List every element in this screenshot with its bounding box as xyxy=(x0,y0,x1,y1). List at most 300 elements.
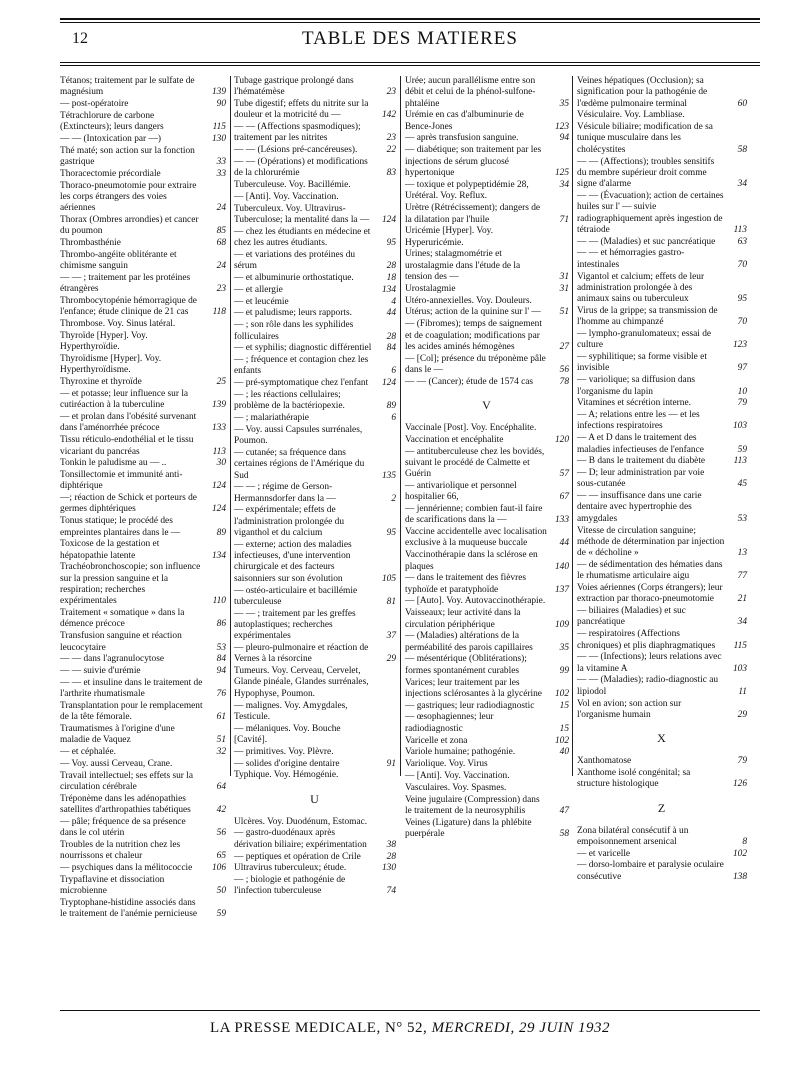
entry-page-number: 34 xyxy=(737,179,747,190)
entry-page-number: 42 xyxy=(216,805,226,816)
entry-text: — gastriques; leur radiodiagnostic xyxy=(405,700,535,711)
entry-text: — et paludisme; leurs rapports. xyxy=(234,308,352,319)
index-entry xyxy=(577,860,747,883)
index-entry xyxy=(60,215,226,238)
index-entry xyxy=(234,643,396,666)
index-entry xyxy=(577,675,747,698)
index-entry xyxy=(60,539,226,562)
index-entry xyxy=(60,654,226,665)
index-entry xyxy=(577,768,747,791)
entry-text: — post-opératoire xyxy=(60,99,129,110)
entry-page-number: 51 xyxy=(216,735,226,746)
index-entry xyxy=(60,99,226,110)
index-entry xyxy=(405,771,569,782)
entry-text: — (Maladies) altérations de la perméabilité des parois capillaires xyxy=(405,631,533,653)
entry-text: — et albuminurie orthostatique. xyxy=(234,273,354,284)
index-entry xyxy=(60,238,226,249)
entry-text: — pré-symptomatique chez l'enfant xyxy=(234,378,369,389)
entry-page-number: 113 xyxy=(733,224,747,235)
entry-text: Typhique. Voy. Hémogénie. xyxy=(234,770,339,781)
entry-page-number: 59 xyxy=(216,909,226,920)
index-entry xyxy=(577,375,747,398)
section-letter: V xyxy=(482,398,492,413)
entry-page-number: 8 xyxy=(742,836,747,847)
index-entry xyxy=(405,191,569,202)
index-entry xyxy=(405,180,569,191)
entry-text: — peptiques et opération de Crile xyxy=(234,851,361,862)
entry-page-number: 6 xyxy=(391,413,396,424)
entry-page-number: 23 xyxy=(216,284,226,295)
index-entry xyxy=(405,377,569,388)
entry-text: — [Auto]. Voy. Autovaccinothérapie. xyxy=(405,596,546,607)
index-entry xyxy=(60,701,226,724)
entry-text: Vaisseaux; leur activité dans la circulation périphérique xyxy=(405,608,521,630)
index-entry xyxy=(234,204,396,227)
entry-text: — antituberculeuse chez les bovidés, suivant le procédé de Calmette et Guérin xyxy=(405,446,545,480)
entry-text: — — ; traitement par les greffes autoplastiques; recherches expérimentales xyxy=(234,608,356,642)
entry-text: — dans le traitement des fièvres typhoïde et paratyphoïde xyxy=(405,573,527,595)
index-column-4 xyxy=(577,76,747,882)
entry-text: — diabétique; son traitement par les injections de sérum glucosé hypertonique xyxy=(405,145,542,178)
entry-page-number: 47 xyxy=(559,805,569,816)
entry-text: — malignes. Voy. Amygdales, Testicule. xyxy=(234,700,348,722)
index-entry xyxy=(405,759,569,770)
index-entry xyxy=(234,76,396,99)
entry-page-number: 56 xyxy=(216,828,226,839)
entry-page-number: 140 xyxy=(554,561,569,572)
entry-text: — et varicelle xyxy=(577,848,631,859)
entry-page-number: 84 xyxy=(386,343,396,354)
index-entry xyxy=(60,840,226,863)
entry-page-number: 78 xyxy=(559,376,569,387)
entry-text: Tissu réticulo-endothélial et le tissu vicariant du pancréas xyxy=(60,435,194,457)
entry-text: — psychiques dans la mélitococcie xyxy=(60,863,193,874)
entry-text: Vitesse de circulation sanguine; méthode de détermination par injection de « décholine » xyxy=(577,525,725,559)
entry-page-number: 99 xyxy=(559,665,569,676)
entry-text: Vaccinale [Post]. Voy. Encéphalite. xyxy=(405,423,537,434)
index-entry xyxy=(234,482,396,505)
header-rule xyxy=(60,62,760,63)
index-entry xyxy=(405,133,569,144)
index-entry xyxy=(234,724,396,747)
entry-text: Thyroxine et thyroïde xyxy=(60,377,142,388)
index-entry xyxy=(234,192,396,203)
index-entry xyxy=(405,654,569,677)
entry-page-number: 115 xyxy=(733,640,747,651)
entry-text: Thrombose. Voy. Sinus latéral. xyxy=(60,319,176,330)
footer-issue: N° 52, xyxy=(384,1020,428,1036)
entry-text: Vitamines et sécrétion interne. xyxy=(577,398,691,409)
entry-page-number: 133 xyxy=(554,515,569,526)
index-entry xyxy=(577,491,747,525)
index-entry xyxy=(234,157,396,180)
entry-text: Variole humaine; pathogénie. xyxy=(405,747,516,758)
entry-page-number: 113 xyxy=(212,446,226,457)
entry-page-number: 29 xyxy=(737,709,747,720)
index-entry xyxy=(234,390,396,413)
entry-page-number: 65 xyxy=(216,851,226,862)
index-entry xyxy=(60,412,226,435)
entry-text: — — ; traitement par les protéines étrangères xyxy=(60,273,191,295)
index-entry xyxy=(60,794,226,817)
index-entry xyxy=(60,169,226,180)
entry-page-number: 57 xyxy=(559,469,569,480)
entry-text: — [Anti]. Voy. Vaccination. xyxy=(234,191,339,202)
entry-text: Thyroïde [Hyper]. Voy. Hyperthyroïdie. xyxy=(60,331,148,353)
column-divider xyxy=(400,76,401,776)
entry-page-number: 58 xyxy=(737,144,747,155)
entry-page-number: 70 xyxy=(737,259,747,270)
entry-text: Trypaflavine et dissociation microbienne xyxy=(60,874,165,897)
index-entry xyxy=(234,425,396,448)
entry-text: Tuberculeuse. Voy. Bacillémie. xyxy=(234,180,351,191)
index-entry xyxy=(577,398,747,409)
index-entry xyxy=(577,329,747,352)
entry-page-number: 70 xyxy=(737,317,747,328)
index-entry xyxy=(60,134,226,145)
entry-text: Thrombocytopénie hémorragique de l'enfance; étude clinique de 21 cas xyxy=(60,296,197,318)
entry-text: — gastro-duodénaux après dérivation biliaire; expérimentation xyxy=(234,828,367,850)
entry-page-number: 38 xyxy=(386,839,396,850)
entry-text: — toxique et polypeptidémie 28, xyxy=(405,179,529,190)
entry-page-number: 95 xyxy=(737,294,747,305)
entry-page-number: 23 xyxy=(386,133,396,144)
index-entry xyxy=(405,354,569,377)
index-entry xyxy=(577,826,747,849)
index-entry xyxy=(405,701,569,712)
index-entry xyxy=(234,122,396,145)
section-letter: U xyxy=(310,791,320,806)
entry-text: Transplantation pour le remplacement de la tête fémorale. xyxy=(60,701,203,723)
entry-text: Virus de la grippe; sa transmission de l'homme au chimpanzé xyxy=(577,305,718,328)
index-column-3 xyxy=(405,76,569,839)
entry-page-number: 76 xyxy=(216,689,226,700)
entry-text: Varices; leur traitement par les injections sclérosantes à la glycérine xyxy=(405,677,542,699)
entry-text: — dorso-lombaire et paralysie oculaire consécutive xyxy=(577,860,724,882)
index-entry xyxy=(577,306,747,329)
entry-page-number: 29 xyxy=(386,654,396,665)
entry-text: — ostéo-articulaire et bacillémie tuberculeuse xyxy=(234,585,358,607)
footer-journal: LA PRESSE MEDICALE, xyxy=(209,1020,381,1036)
index-entry xyxy=(405,795,569,818)
entry-text: — respiratoires (Affections chroniques) et plis diaphragmatiques xyxy=(577,629,716,651)
entry-text: Tonsillectomie et immunité anti-diphtérique xyxy=(60,470,183,492)
entry-text: Veine jugulaire (Compression) dans le traitement de la neurosyphilis xyxy=(405,794,540,816)
entry-text: Varicelle et zona xyxy=(405,735,468,746)
entry-page-number: 53 xyxy=(216,642,226,653)
entry-page-number: 31 xyxy=(559,272,569,283)
index-entry xyxy=(234,770,396,781)
index-entry xyxy=(60,747,226,758)
entry-page-number: 115 xyxy=(212,122,226,133)
index-entry xyxy=(60,296,226,319)
entry-text: Uricémie [Hyper]. Voy. Hyperuricémie. xyxy=(405,226,494,248)
index-entry xyxy=(405,527,569,550)
index-entry xyxy=(60,759,226,770)
entry-page-number: 30 xyxy=(216,458,226,469)
entry-text: — expérimentale; effets de l'administration prolongée du viganthol et du calcium xyxy=(234,505,345,539)
index-entry xyxy=(405,736,569,747)
index-entry xyxy=(60,458,226,469)
entry-page-number: 139 xyxy=(211,87,226,98)
entry-page-number: 133 xyxy=(211,423,226,434)
entry-text: Voies aériennes (Corps étrangers); leur extraction par thoraco-pneumotomie xyxy=(577,583,723,605)
entry-page-number: 63 xyxy=(737,236,747,247)
entry-text: Ultravirus tuberculeux; étude. xyxy=(234,863,347,874)
index-entry xyxy=(234,747,396,758)
entry-text: Vésiculaire. Voy. Lambliase. xyxy=(577,110,685,121)
index-entry xyxy=(60,389,226,412)
entry-text: — — ; régime de Gerson-Hermannsdorfer dans la — xyxy=(234,482,336,504)
index-entry xyxy=(405,296,569,307)
entry-page-number: 97 xyxy=(737,363,747,374)
entry-page-number: 94 xyxy=(559,133,569,144)
index-entry xyxy=(577,191,747,236)
entry-page-number: 139 xyxy=(211,400,226,411)
entry-text: Toxicose de la gestation et hépatopathie latente xyxy=(60,539,160,561)
entry-text: — variolique; sa diffusion dans l'organisme du lapin xyxy=(577,375,696,397)
index-entry xyxy=(577,433,747,456)
index-entry xyxy=(405,783,569,794)
entry-text: — externe; action des maladies infectieuses, d'une intervention chirurgicale et des facteurs saisonniers sur son évolution xyxy=(234,539,352,584)
entry-page-number: 59 xyxy=(737,444,747,455)
entry-text: — Voy. aussi Cerveau, Crane. xyxy=(60,759,173,770)
entry-page-number: 24 xyxy=(216,203,226,214)
entry-page-number: 124 xyxy=(211,481,226,492)
index-entry xyxy=(405,504,569,527)
index-entry xyxy=(577,583,747,606)
entry-text: — et prolan dans l'obésité survenant dans l'aménorrhée précoce xyxy=(60,412,197,434)
entry-text: — — suivie d'urémie xyxy=(60,666,141,677)
entry-text: — jennérienne; combien faut-il faire de scarifications dans la — xyxy=(405,504,543,526)
entry-page-number: 95 xyxy=(386,528,396,539)
index-entry xyxy=(60,678,226,701)
entry-page-number: 22 xyxy=(386,145,396,156)
entry-text: Zona bilatéral consécutif à un empoisonnement arsenical xyxy=(577,825,689,847)
index-entry xyxy=(234,540,396,585)
page-header xyxy=(60,26,760,50)
entry-page-number: 90 xyxy=(216,99,226,110)
entry-page-number: 109 xyxy=(554,619,569,630)
entry-page-number: 18 xyxy=(386,273,396,284)
index-entry xyxy=(577,410,747,433)
entry-page-number: 44 xyxy=(559,538,569,549)
entry-page-number: 85 xyxy=(216,226,226,237)
index-entry xyxy=(234,320,396,343)
entry-text: — après transfusion sanguine. xyxy=(405,133,519,144)
entry-page-number: 50 xyxy=(216,886,226,897)
entry-text: Thoraco-pneumotomie pour extraire les corps étrangers des voies aériennes xyxy=(60,180,197,214)
entry-page-number: 23 xyxy=(386,87,396,98)
index-entry xyxy=(60,76,226,99)
index-entry xyxy=(405,596,569,607)
entry-page-number: 28 xyxy=(386,261,396,272)
entry-text: — pleuro-pulmonaire et réaction de Vernes à la résorcine xyxy=(234,643,369,665)
entry-page-number: 86 xyxy=(216,619,226,630)
index-entry xyxy=(60,181,226,215)
entry-text: — (Fibromes); temps de saignement et de coagulation; modifications par les acides aminés hémogènes xyxy=(405,319,542,352)
entry-text: Tréponème dans les adénopathies satellites d'arthropathies tabétiques xyxy=(60,793,191,816)
entry-text: — et allergie xyxy=(234,284,283,295)
index-entry xyxy=(234,355,396,378)
index-entry xyxy=(234,505,396,539)
index-entry xyxy=(60,608,226,631)
entry-page-number: 105 xyxy=(381,573,396,584)
index-entry xyxy=(234,852,396,863)
index-entry xyxy=(234,343,396,354)
entry-page-number: 102 xyxy=(732,848,747,859)
index-entry xyxy=(405,423,569,434)
top-double-rule xyxy=(60,18,760,20)
entry-text: — B dans le traitement du diabète xyxy=(577,456,706,467)
entry-text: — — insuffisance dans une carie dentaire avec hypertrophie des amygdales xyxy=(577,491,702,524)
entry-text: — de sédimentation des hématies dans le rhumatisme articulaire aigu xyxy=(577,559,723,582)
index-entry xyxy=(405,447,569,481)
index-entry xyxy=(405,284,569,295)
entry-page-number: 103 xyxy=(732,663,747,674)
entry-page-number: 135 xyxy=(381,470,396,481)
index-entry xyxy=(60,817,226,840)
index-entry xyxy=(60,493,226,516)
entry-page-number: 15 xyxy=(559,723,569,734)
entry-text: Transfusion sanguine et réaction leucocytaire xyxy=(60,631,182,653)
entry-page-number: 134 xyxy=(211,550,226,561)
entry-page-number: 89 xyxy=(386,401,396,412)
entry-text: — et céphalée. xyxy=(60,747,116,758)
entry-page-number: 35 xyxy=(559,642,569,653)
index-entry xyxy=(60,898,226,921)
entry-text: Tonus statique; le procédé des empreintes plantaires dans le — xyxy=(60,516,181,538)
entry-page-number: 89 xyxy=(216,527,226,538)
entry-text: — — (Maladies); radio-diagnostic au lipiodol xyxy=(577,675,719,697)
entry-page-number: 15 xyxy=(559,700,569,711)
entry-page-number: 137 xyxy=(554,584,569,595)
entry-text: Vaccine accidentelle avec localisation exclusive à la muqueuse buccale xyxy=(405,527,547,549)
index-entry xyxy=(234,378,396,389)
entry-text: — — (Infections); leurs relations avec la vitamine A xyxy=(577,652,722,674)
entry-page-number: 6 xyxy=(391,366,396,377)
entry-text: — lympho-granulomateux; essai de culture xyxy=(577,329,712,351)
entry-page-number: 125 xyxy=(554,167,569,178)
index-entry xyxy=(405,145,569,179)
index-entry xyxy=(577,468,747,491)
entry-page-number: 83 xyxy=(386,168,396,179)
entry-text: — mésentérique (Oblitérations); formes spontanément curables xyxy=(405,654,527,676)
entry-text: — — (Évacuation); action de certaines huiles sur l' — suivie radiographiquement après ingestion de tétraiode xyxy=(577,190,724,235)
entry-text: Thé maté; son action sur la fonction gastrique xyxy=(60,145,195,168)
top-double-rule-thin xyxy=(60,22,760,23)
entry-text: Urètre (Rétrécissement); dangers de la dilatation par l'huile xyxy=(405,203,541,225)
entry-page-number: 130 xyxy=(381,863,396,874)
index-entry xyxy=(60,319,226,330)
entry-text: — et leucémie xyxy=(234,296,289,307)
index-entry xyxy=(60,516,226,539)
index-entry xyxy=(234,308,396,319)
entry-page-number: 94 xyxy=(216,666,226,677)
entry-text: — mélaniques. Voy. Bouche [Cavité]. xyxy=(234,723,341,745)
entry-page-number: 40 xyxy=(559,747,569,758)
index-entry xyxy=(60,354,226,377)
entry-text: — ; les réactions cellulaires; problème de la bactériopexie. xyxy=(234,390,345,412)
page-footer xyxy=(60,1020,760,1037)
index-entry xyxy=(60,111,226,134)
entry-page-number: 106 xyxy=(211,863,226,874)
entry-text: — — dans l'agranulocytose xyxy=(60,654,165,665)
entry-page-number: 95 xyxy=(386,238,396,249)
index-entry xyxy=(60,250,226,273)
entry-page-number: 37 xyxy=(386,631,396,642)
entry-page-number: 124 xyxy=(381,378,396,389)
entry-text: Urétéral. Voy. Reflux. xyxy=(405,191,488,202)
index-entry xyxy=(577,237,747,248)
index-entry xyxy=(577,76,747,110)
entry-text: — et potasse; leur influence sur la cutiréaction à la tuberculine xyxy=(60,389,189,411)
index-entry xyxy=(577,248,747,271)
entry-page-number: 21 xyxy=(737,594,747,605)
index-entry xyxy=(234,227,396,250)
entry-text: — [Anti]. Voy. Vaccination. xyxy=(405,770,510,781)
entry-page-number: 35 xyxy=(559,98,569,109)
entry-text: Ulcères. Voy. Duodénum, Estomac. xyxy=(234,816,368,827)
entry-text: Vol en avion; son action sur l'organisme humain xyxy=(577,698,682,720)
entry-text: Traitement « somatique » dans la démence précoce xyxy=(60,608,185,630)
entry-text: Veines (Ligature) dans la phlébite puerpérale xyxy=(405,817,532,839)
entry-page-number: 91 xyxy=(386,758,396,769)
index-entry xyxy=(60,724,226,747)
entry-page-number: 31 xyxy=(559,283,569,294)
index-entry xyxy=(234,413,396,424)
entry-page-number: 118 xyxy=(212,307,226,318)
entry-text: — antivariolique et personnel hospitalier 66, xyxy=(405,481,517,503)
index-entry xyxy=(405,203,569,226)
column-divider xyxy=(572,76,573,776)
entry-page-number: 33 xyxy=(216,168,226,179)
entry-text: — — (Opérations) et modifications de la chlorurémie xyxy=(234,157,368,179)
index-entry xyxy=(234,863,396,874)
entry-text: — — (Cancer); étude de 1574 cas xyxy=(405,376,534,387)
index-entry xyxy=(405,573,569,596)
index-entry xyxy=(405,110,569,133)
entry-text: — Voy. aussi Capsules surrénales, Poumon. xyxy=(234,424,363,447)
entry-text: Veines hépatiques (Occlusion); sa signification pour la pathogénie de l'œdème pulmonaire terminal xyxy=(577,76,708,109)
entry-page-number: 25 xyxy=(216,377,226,388)
entry-page-number: 74 xyxy=(386,886,396,897)
entry-text: — solides d'origine dentaire xyxy=(234,758,340,769)
entry-text: — primitives. Voy. Plèvre. xyxy=(234,746,334,757)
entry-page-number: 102 xyxy=(554,688,569,699)
section-letter: X xyxy=(657,731,667,746)
index-entry xyxy=(405,678,569,701)
entry-text: — et syphilis; diagnostic différentiel xyxy=(234,343,372,354)
entry-text: — — (Affections spasmodiques); traitement par les nitrites xyxy=(234,122,361,144)
entry-text: — cutanée; sa fréquence dans certaines régions de l'Amérique du Sud xyxy=(234,448,365,481)
index-entry xyxy=(234,828,396,851)
entry-text: Tube digestif; effets du nitrite sur la douleur et la motricité du — xyxy=(234,99,369,121)
index-entry xyxy=(60,863,226,874)
index-entry xyxy=(577,652,747,675)
entry-text: Thyroïdisme [Hyper]. Voy. Hyperthyroïdisme. xyxy=(60,354,162,376)
entry-text: — ; son rôle dans les syphilides folliculaires xyxy=(234,320,354,342)
index-entry xyxy=(234,817,396,828)
entry-page-number: 64 xyxy=(216,782,226,793)
index-entry xyxy=(60,470,226,493)
entry-page-number: 123 xyxy=(554,121,569,132)
index-column-1 xyxy=(60,76,226,920)
entry-text: — — (Intoxication par —) xyxy=(60,133,162,144)
entry-page-number: 10 xyxy=(737,386,747,397)
index-entry xyxy=(234,666,396,700)
entry-text: Variolique. Voy. Virus xyxy=(405,759,488,770)
